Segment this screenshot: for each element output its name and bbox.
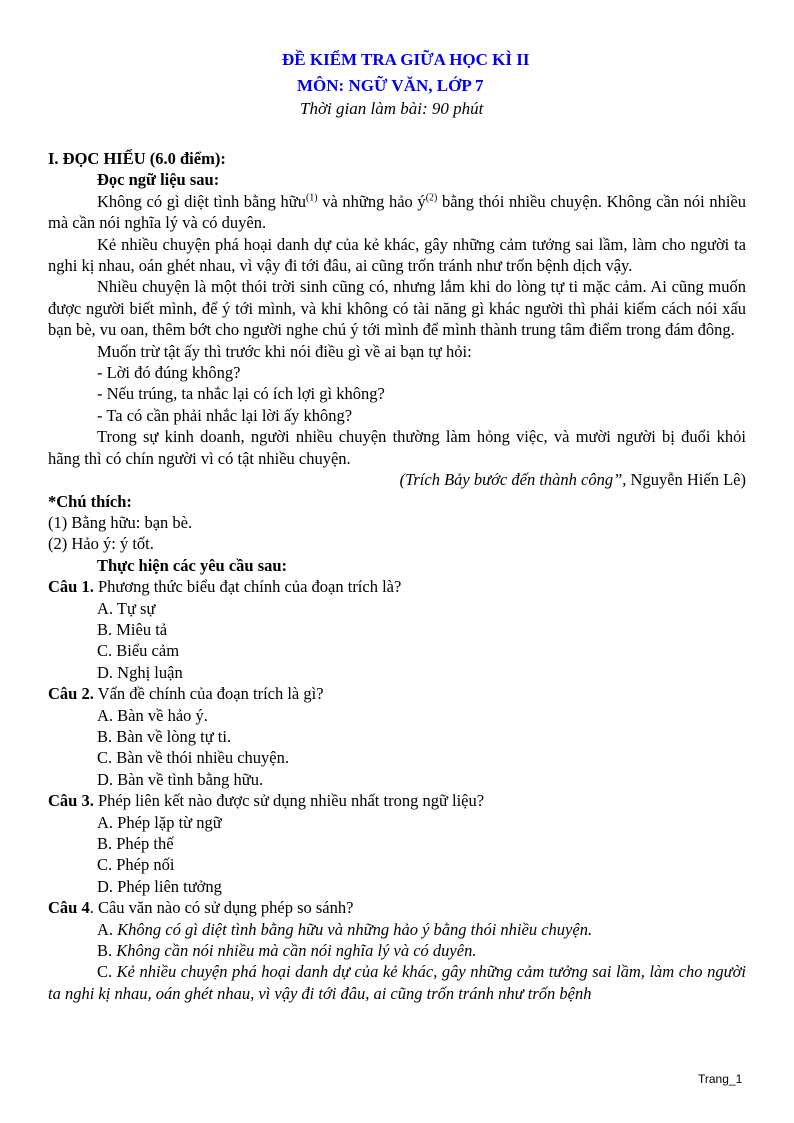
answer-option: A. Bàn về hảo ý. — [97, 705, 208, 725]
question-4 — [48, 897, 746, 1004]
exam-subject: MÔN: NGỮ VĂN, LỚP 7 — [297, 76, 484, 95]
passage-question-1: - Lời đó đúng không? — [97, 363, 241, 383]
footnote-ref-2: (2) — [425, 192, 438, 204]
question-text: Vấn đề chính của đoạn trích là gì? — [93, 684, 324, 704]
question-label: Câu 2. — [48, 684, 94, 704]
question-3 — [48, 790, 746, 897]
note-2: (2) Hảo ý: ý tốt. — [48, 534, 154, 554]
page-number: Trang_1 — [698, 1072, 743, 1086]
footnote-ref-1: (1) — [305, 192, 318, 204]
question-text: Phương thức biểu đạt chính của đoạn trích là? — [93, 577, 402, 597]
passage-p1-a: Không có gì diệt tình bằng hữu — [97, 191, 306, 211]
source-title: (Trích Bảy bước đến thành công”, — [399, 470, 627, 490]
question-label: Câu 1. — [48, 577, 94, 597]
answer-option: A. Tự sự — [97, 598, 156, 618]
option-letter: B. — [97, 941, 117, 961]
answer-option: D. Nghị luận — [97, 662, 183, 682]
answer-option — [48, 961, 746, 1004]
passage-paragraph-3: Nhiều chuyện là một thói trời sinh cũng có, nhưng lắm khi do lòng tự ti mặc cảm. Ai cũng muốn được người biết mình, để ý tới mình, và khi không có tài năng gì khác người thì phải kiếm cách nói xấu bạn bè, vu oan, thêm bớt cho người nghe chú ý tới mình để mình thành trung tâm điểm trong đám đông. — [48, 277, 746, 340]
answer-option — [48, 940, 746, 961]
answer-option: D. Bàn về tình bằng hữu. — [97, 769, 264, 789]
answer-option: D. Phép liên tưởng — [97, 876, 222, 896]
passage-paragraph-4: Muốn trừ tật ấy thì trước khi nói điều gì về ai bạn tự hỏi: — [97, 341, 472, 361]
question-text: Phép liên kết nào được sử dụng nhiều nhất trong ngữ liệu? — [93, 791, 485, 811]
read-prompt: Đọc ngữ liệu sau: — [97, 170, 220, 190]
question-label: Câu 3. — [48, 791, 94, 811]
section-heading: I. ĐỌC HIỂU (6.0 điểm): — [48, 149, 226, 168]
question-2 — [48, 683, 746, 790]
passage-paragraph-5: Trong sự kinh doanh, người nhiều chuyện thường làm hỏng việc, và mười người bị đuổi khỏi hãng thì có chín người vì có tật nhiều chuyện. — [48, 427, 746, 468]
question-1 — [48, 576, 746, 683]
passage-paragraph-2: Kẻ nhiều chuyện phá hoại danh dự của kẻ khác, gây những cảm tưởng sai lầm, làm cho người ta nghi kị nhau, oán ghét nhau, vì vậy đi tới đâu, ai cũng trốn tránh như trốn bệnh dịch vậy. — [48, 234, 746, 276]
tasks-heading: Thực hiện các yêu cầu sau: — [97, 555, 288, 575]
passage-question-3: - Ta có cần phải nhắc lại lời ấy không? — [97, 405, 353, 425]
question-text: . Câu văn nào có sử dụng phép so sánh? — [89, 898, 354, 918]
exam-time: Thời gian làm bài: 90 phút — [300, 99, 484, 118]
option-text: Kẻ nhiều chuyện phá hoại danh dự của kẻ khác, gây những cảm tưởng sai lầm, làm cho người ta nghi kị nhau, oán ghét nhau, vì vậy đi tới đâu, ai cũng trốn tránh như trốn bệnh — [48, 962, 746, 1003]
passage-paragraph-1 — [48, 191, 746, 234]
option-letter: A. — [97, 919, 118, 939]
answer-option: B. Phép thế — [97, 834, 174, 853]
option-text: Không cần nói nhiều mà cần nói nghĩa lý và có duyên. — [116, 941, 477, 961]
passage-p1-b: và những hảo ý — [317, 191, 426, 211]
passage-question-2: - Nếu trúng, ta nhắc lại có ích lợi gì không? — [97, 384, 385, 404]
note-1: (1) Bằng hữu: bạn bè. — [48, 512, 193, 532]
answer-option: A. Phép lặp từ ngữ — [97, 812, 222, 832]
notes-heading: *Chú thích: — [48, 491, 132, 511]
exam-title: ĐỀ KIỂM TRA GIỮA HỌC KÌ II — [282, 50, 530, 69]
source-author: Nguyễn Hiến Lê) — [626, 470, 746, 490]
exam-content — [48, 148, 746, 1004]
answer-option: C. Biểu cảm — [97, 641, 180, 661]
answer-option — [48, 919, 746, 940]
answer-option: B. Miêu tả — [97, 619, 168, 639]
passage-source — [48, 469, 746, 490]
option-letter: C. — [97, 962, 117, 982]
question-label: Câu 4 — [48, 898, 90, 918]
option-text: Không có gì diệt tình bằng hữu và những hảo ý bằng thói nhiều chuyện. — [117, 919, 593, 939]
answer-option: C. Bàn về thói nhiều chuyện. — [97, 748, 290, 768]
answer-option: C. Phép nối — [97, 855, 175, 875]
passage-p1-c: bằng thói nhiều chuyện. Không cần nói nhiều mà cần nói nghĩa lý và có duyên. — [48, 191, 747, 233]
answer-option: B. Bàn về lòng tự ti. — [97, 726, 232, 746]
